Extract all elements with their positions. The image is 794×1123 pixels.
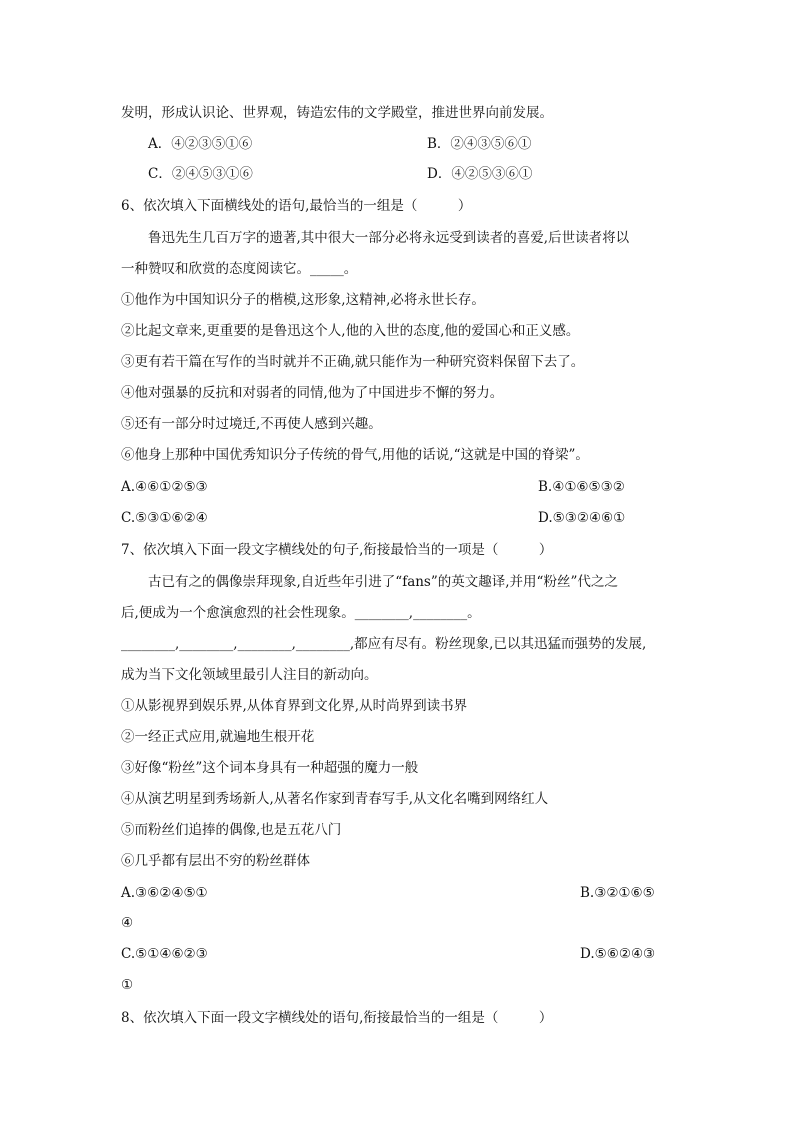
q6-stem: 6、依次填入下面横线处的语句,最恰当的一组是（ ） <box>121 198 472 214</box>
q6-item: ①他作为中国知识分子的楷模,这形象,这精神,必将永世长存。 <box>121 292 485 308</box>
q5-option-c: C．②④⑤③①⑥ <box>148 166 253 182</box>
q7-stem: 7、依次填入下面一段文字横线处的句子,衔接最恰当的一项是（ ） <box>121 542 553 558</box>
q7-option-c: C.⑤①④⑥②③ <box>121 946 208 962</box>
q6-passage-line: 一种赞叹和欣赏的态度阅读它。_____。 <box>121 261 358 277</box>
q5-option-b: B．②④③⑤⑥① <box>427 136 532 152</box>
q5-option-d: D．④②⑤③⑥① <box>427 166 533 182</box>
q6-item: ④他对强暴的反抗和对弱者的同情,他为了中国进步不懈的努力。 <box>121 385 504 401</box>
q7-item: ③好像“粉丝”这个词本身具有一种超强的魔力一般 <box>121 760 419 776</box>
q7-passage-line: 成为当下文化领域里最引人注目的新动向。 <box>121 667 378 683</box>
q7-option-d-wrap: ① <box>121 977 134 993</box>
q7-option-b-wrap: ④ <box>121 915 134 931</box>
q7-passage-line: ________,________,________,________,都应有尽有。粉丝现象,已以其迅猛而强势的发展, <box>121 636 647 652</box>
q7-passage-line: 古已有之的偶像崇拜现象,自近些年引进了“fans”的英文趣译,并用“粉丝”代之之 <box>148 574 618 590</box>
q6-option-c: C.⑤③①⑥②④ <box>121 510 208 526</box>
q8-stem: 8、依次填入下面一段文字横线处的语句,衔接最恰当的一组是（ ） <box>121 1010 553 1026</box>
q6-item: ⑤还有一部分时过境迁,不再使人感到兴趣。 <box>121 416 382 432</box>
q7-option-b: B.③②①⑥⑤ <box>580 885 655 901</box>
q7-item: ⑥几乎都有层出不穷的粉丝群体 <box>121 853 310 869</box>
q5-passage-tail: 发明，形成认识论、世界观，铸造宏伟的文学殿堂，推进世界向前发展。 <box>121 105 553 121</box>
q5-option-a: A．④②③⑤①⑥ <box>148 136 253 152</box>
q7-item: ⑤而粉丝们追捧的偶像,也是五花八门 <box>121 822 342 838</box>
q6-option-b: B.④①⑥⑤③② <box>538 479 625 495</box>
q6-option-d: D.⑤③②④⑥① <box>538 510 626 526</box>
q7-item: ②一经正式应用,就遍地生根开花 <box>121 729 315 745</box>
q7-item: ①从影视界到娱乐界,从体育界到文化界,从时尚界到读书界 <box>121 698 468 714</box>
q7-option-d: D.⑤⑥②④③ <box>580 946 656 962</box>
q7-passage-line: 后,便成为一个愈演愈烈的社会性现象。________,________。 <box>121 605 481 621</box>
q6-item: ⑥他身上那种中国优秀知识分子传统的骨气,用他的话说,“这就是中国的脊梁”。 <box>121 447 589 463</box>
q6-passage-line: 鲁迅先生几百万字的遗著,其中很大一部分必将永远受到读者的喜爱,后世读者将以 <box>148 230 630 246</box>
q6-option-a: A.④⑥①②⑤③ <box>121 479 208 495</box>
q6-item: ②比起文章来,更重要的是鲁迅这个人,他的入世的态度,他的爱国心和正义感。 <box>121 323 580 339</box>
q7-item: ④从演艺明星到秀场新人,从著名作家到青春写手,从文化名嘴到网络红人 <box>121 791 549 807</box>
q7-option-a: A.③⑥②④⑤① <box>121 885 208 901</box>
q6-item: ③更有若干篇在写作的当时就并不正确,就只能作为一种研究资料保留下去了。 <box>121 354 585 370</box>
